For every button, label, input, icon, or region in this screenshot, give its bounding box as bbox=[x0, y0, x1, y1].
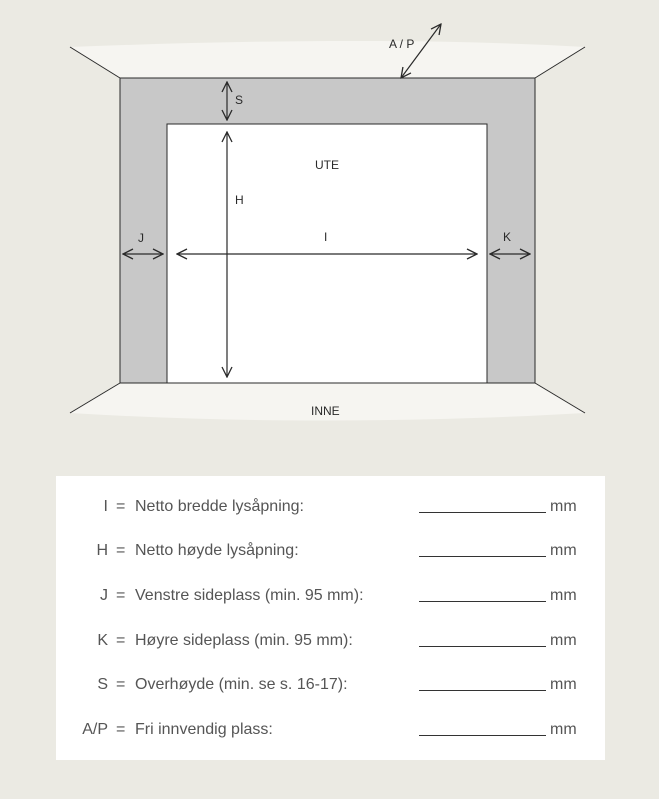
row-label: Venstre sideplass (min. 95 mm): bbox=[135, 587, 364, 604]
equals-sign: = bbox=[116, 632, 126, 649]
row-symbol: I bbox=[103, 498, 108, 515]
measurement-row-s bbox=[56, 673, 605, 697]
unit-label: mm bbox=[550, 587, 577, 604]
measurement-row-h bbox=[56, 539, 605, 563]
measurement-row-ap bbox=[56, 718, 605, 742]
measurement-row-i bbox=[56, 495, 605, 519]
i-label: I bbox=[324, 230, 328, 244]
ap-label: A / P bbox=[389, 37, 415, 51]
write-in-line[interactable] bbox=[419, 646, 546, 647]
write-in-line[interactable] bbox=[419, 512, 546, 513]
measurement-form bbox=[56, 476, 605, 760]
write-in-line[interactable] bbox=[419, 735, 546, 736]
ceiling-area bbox=[70, 41, 585, 78]
measurement-row-j bbox=[56, 584, 605, 608]
row-label: Overhøyde (min. se s. 16-17): bbox=[135, 676, 348, 693]
unit-label: mm bbox=[550, 498, 577, 515]
row-label: Høyre sideplass (min. 95 mm): bbox=[135, 632, 353, 649]
k-label: K bbox=[503, 230, 512, 244]
equals-sign: = bbox=[116, 721, 126, 738]
equals-sign: = bbox=[116, 498, 126, 515]
unit-label: mm bbox=[550, 676, 577, 693]
row-symbol: H bbox=[96, 542, 108, 559]
unit-label: mm bbox=[550, 721, 577, 738]
write-in-line[interactable] bbox=[419, 690, 546, 691]
unit-label: mm bbox=[550, 542, 577, 559]
write-in-line[interactable] bbox=[419, 556, 546, 557]
row-label: Netto bredde lysåpning: bbox=[135, 498, 304, 515]
ute-label: UTE bbox=[315, 158, 339, 172]
measurement-row-k bbox=[56, 629, 605, 653]
inne-label: INNE bbox=[311, 404, 340, 418]
row-label: Fri innvendig plass: bbox=[135, 721, 273, 738]
equals-sign: = bbox=[116, 676, 126, 693]
unit-label: mm bbox=[550, 632, 577, 649]
write-in-line[interactable] bbox=[419, 601, 546, 602]
equals-sign: = bbox=[116, 587, 126, 604]
j-label: J bbox=[138, 231, 144, 245]
row-symbol: J bbox=[100, 587, 108, 604]
row-symbol: S bbox=[97, 676, 108, 693]
s-label: S bbox=[235, 93, 244, 107]
row-label: Netto høyde lysåpning: bbox=[135, 542, 299, 559]
row-symbol: K bbox=[97, 632, 108, 649]
h-label: H bbox=[235, 193, 244, 207]
equals-sign: = bbox=[116, 542, 126, 559]
row-symbol: A/P bbox=[82, 721, 108, 738]
